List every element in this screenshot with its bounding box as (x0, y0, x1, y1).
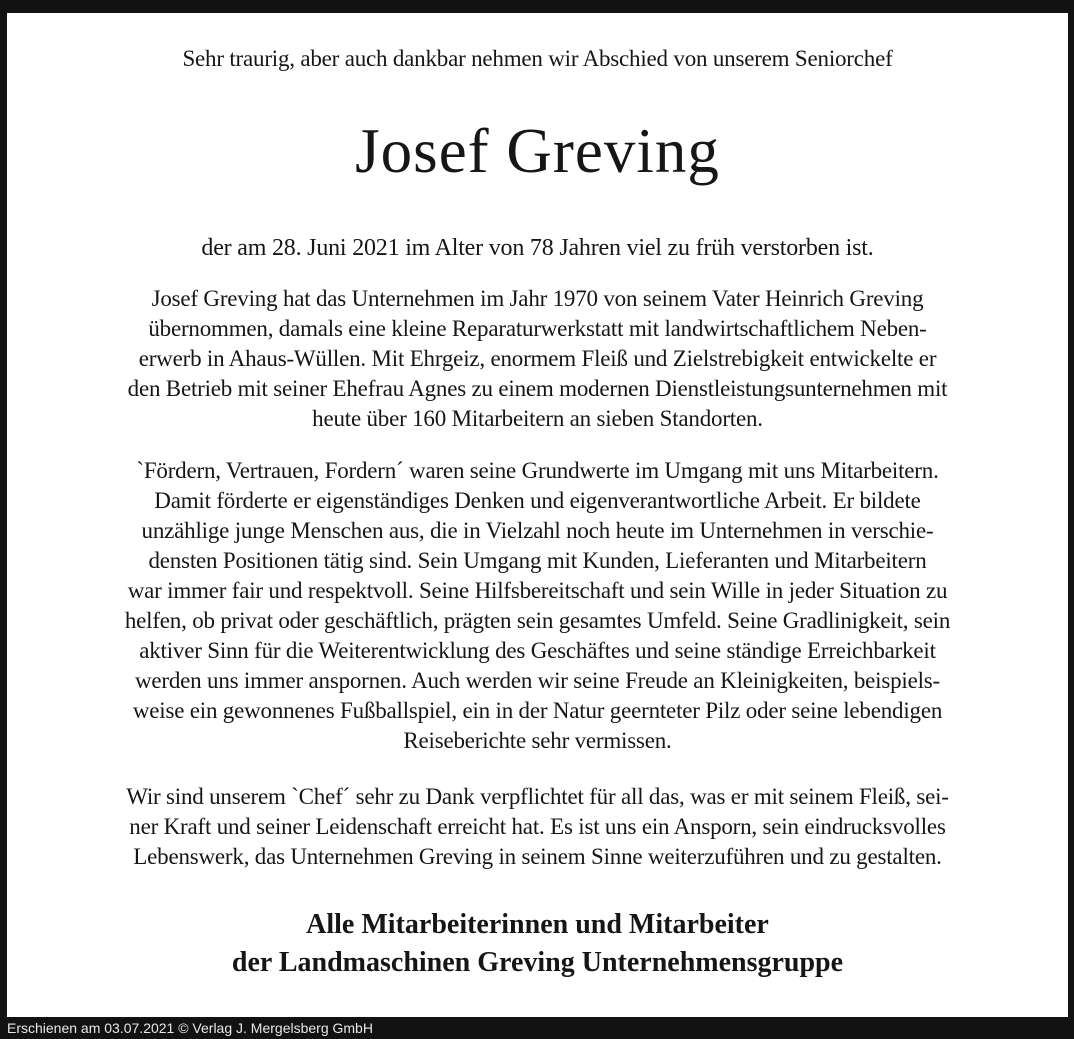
notice-paper (7, 13, 1068, 1017)
text-line: erwerb in Ahaus-Wüllen. Mit Ehrgeiz, enormem Fleiß und Zielstrebigkeit entwickelte er (138, 346, 937, 371)
text-line: unzählige junge Menschen aus, die in Vielzahl noch heute im Unternehmen in verschie- (141, 518, 934, 543)
paragraph-values (7, 456, 1068, 756)
text-line: Lebenswerk, das Unternehmen Greving in seinem Sinne weiterzuführen und zu gestalten. (133, 844, 942, 869)
text-line: Reiseberichte sehr vermissen. (403, 728, 672, 753)
intro-line: Sehr traurig, aber auch dankbar nehmen wir Abschied von unserem Seniorchef (182, 46, 893, 71)
text-line: helfen, ob privat oder geschäftlich, prägten sein gesamtes Umfeld. Seine Gradlinigkeit, sein (124, 608, 951, 633)
text-line: Wir sind unserem `Chef´ sehr zu Dank verpflichtet für all das, was er mit seinem Fleiß, sei- (126, 784, 949, 809)
text-line: ner Kraft und seiner Leidenschaft erreicht hat. Es ist uns ein Ansporn, sein eindrucksvolles (129, 814, 946, 839)
text-line: aktiver Sinn für die Weiterentwicklung des Geschäftes und seine ständige Erreichbarkeit (139, 638, 936, 663)
paragraph-gratitude (7, 782, 1068, 872)
text-line: war immer fair und respektvoll. Seine Hilfsbereitschaft und sein Wille in jeder Situation zu (127, 578, 948, 603)
text-line: den Betrieb mit seiner Ehefrau Agnes zu einem modernen Dienstleistungsunternehmen mit (127, 376, 948, 401)
text-line: densten Positionen tätig sind. Sein Umgang mit Kunden, Lieferanten und Mitarbeitern (148, 548, 927, 573)
footer-text: Erschienen am 03.07.2021 © Verlag J. Mergelsberg GmbH (7, 1020, 373, 1036)
text-line: Josef Greving hat das Unternehmen im Jahr 1970 von seinem Vater Heinrich Greving (151, 286, 924, 311)
death-date-line: der am 28. Juni 2021 im Alter von 78 Jahren viel zu früh verstorben ist. (201, 235, 874, 261)
paragraph-company-history (7, 284, 1068, 434)
signature-line: der Landmaschinen Greving Unternehmensgruppe (231, 947, 844, 978)
text-line: weise ein gewonnenes Fußballspiel, ein in der Natur geernteter Pilz oder seine lebendigen (132, 698, 943, 723)
footer-bar (0, 1017, 1074, 1039)
text-line: werden uns immer anspornen. Auch werden wir seine Freude an Kleinigkeiten, beispiels- (134, 668, 940, 693)
text-line: übernommen, damals eine kleine Reparaturwerkstatt mit landwirtschaftlichem Neben- (148, 316, 927, 341)
text-line: Damit förderte er eigenständiges Denken und eigenverantwortliche Arbeit. Er bildete (154, 488, 921, 513)
text-line: `Fördern, Vertrauen, Fordern´ waren seine Grundwerte im Umgang mit uns Mitarbeitern. (136, 458, 939, 483)
text-line: heute über 160 Mitarbeitern an sieben Standorten. (312, 406, 763, 431)
deceased-name: Josef Greving (355, 116, 720, 186)
signature-block (7, 906, 1068, 982)
signature-line: Alle Mitarbeiterinnen und Mitarbeiter (306, 909, 769, 940)
